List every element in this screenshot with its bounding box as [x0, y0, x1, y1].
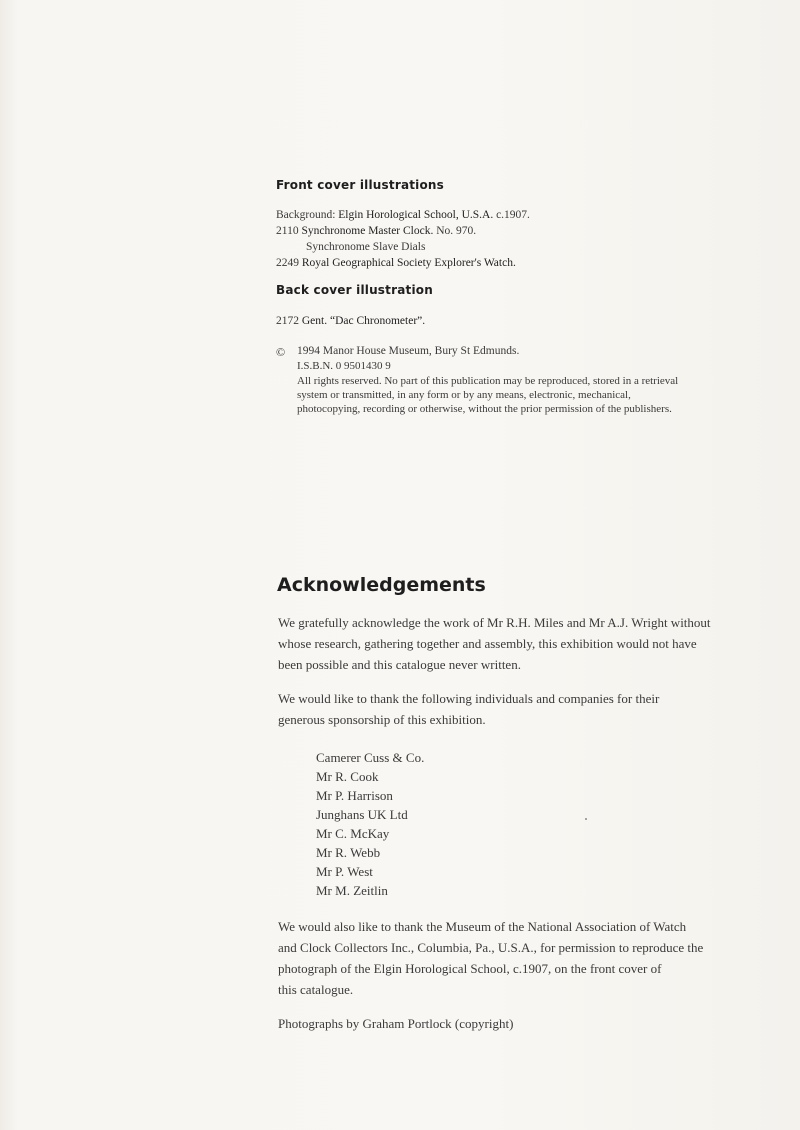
front-cover-item-2110 [276, 225, 476, 237]
background-text: Elgin Horological School, U.S.A. [338, 209, 494, 221]
ack-p1-line-1: We gratefully acknowledge the work of Mr R.H. Miles and Mr A.J. Wright without [278, 615, 711, 630]
back-cover-heading: Back cover illustration [276, 283, 433, 297]
sponsor-item: Mr R. Cook [316, 769, 379, 784]
ack-p3-line-2: and Clock Collectors Inc., Columbia, Pa., U.S.A., for permission to reproduce the [278, 940, 704, 955]
isbn-line: I.S.B.N. 0 9501430 9 [297, 360, 391, 372]
rights-line-1: All rights reserved. No part of this publication may be reproduced, stored in a retrieval [297, 375, 679, 387]
item-title: Synchronome Master Clock. [301, 225, 434, 237]
ack-p1-line-2: whose research, gathering together and assembly, this exhibition would not have [278, 636, 697, 651]
item-no: No. 970. [436, 225, 477, 237]
sponsor-item: Mr P. West [316, 864, 373, 879]
ack-p3-line-1: We would also like to thank the Museum of the National Association of Watch [278, 919, 687, 934]
copyright-symbol: © [276, 345, 286, 359]
ack-p2-line-2: generous sponsorship of this exhibition. [278, 712, 486, 727]
ack-paragraph-2 [278, 688, 758, 730]
rights-line-3: photocopying, recording or otherwise, without the prior permission of the publishers. [297, 403, 672, 415]
back-cover-item-2172 [276, 315, 425, 327]
ack-paragraph-1 [278, 612, 758, 675]
background-date: c.1907. [496, 209, 530, 221]
front-cover-item-2110-sub: Synchronome Slave Dials [306, 241, 426, 253]
rights-line-2: system or transmitted, in any form or by any means, electronic, mechanical, [297, 389, 631, 401]
photo-credit: Photographs by Graham Portlock (copyright) [278, 1016, 514, 1031]
item-number: 2110 [276, 225, 299, 237]
ack-p3-line-4: this catalogue. [278, 982, 354, 997]
acknowledgements-heading: Acknowledgements [277, 574, 486, 596]
sponsor-item: Junghans UK Ltd [316, 807, 408, 822]
ack-p2-line-1: We would like to thank the following individuals and companies for their [278, 691, 660, 706]
ack-p3-line-3: photograph of the Elgin Horological School, c.1907, on the front cover of [278, 961, 662, 976]
sponsor-item: Mr R. Webb [316, 845, 381, 860]
sponsor-item: Mr M. Zeitlin [316, 883, 388, 898]
sponsor-list [316, 748, 424, 900]
item-title: Royal Geographical Society Explorer's Watch. [301, 257, 516, 269]
item-number: 2172 [276, 315, 299, 327]
sponsor-item: Mr P. Harrison [316, 788, 393, 803]
front-cover-heading: Front cover illustrations [276, 178, 445, 192]
front-cover-item-2249 [276, 257, 516, 269]
sponsor-item: Mr C. McKay [316, 826, 390, 841]
paper-fleck [585, 818, 587, 820]
ack-paragraph-3 [278, 916, 758, 1000]
background-prefix: Background: [276, 209, 336, 221]
sponsor-item: Camerer Cuss & Co. [316, 750, 425, 765]
item-title: Gent. “Dac Chronometer”. [301, 315, 426, 327]
front-cover-background-line [276, 209, 530, 221]
ack-p1-line-3: been possible and this catalogue never written. [278, 657, 521, 672]
item-number: 2249 [276, 257, 299, 269]
copyright-line: 1994 Manor House Museum, Bury St Edmunds. [297, 345, 520, 357]
